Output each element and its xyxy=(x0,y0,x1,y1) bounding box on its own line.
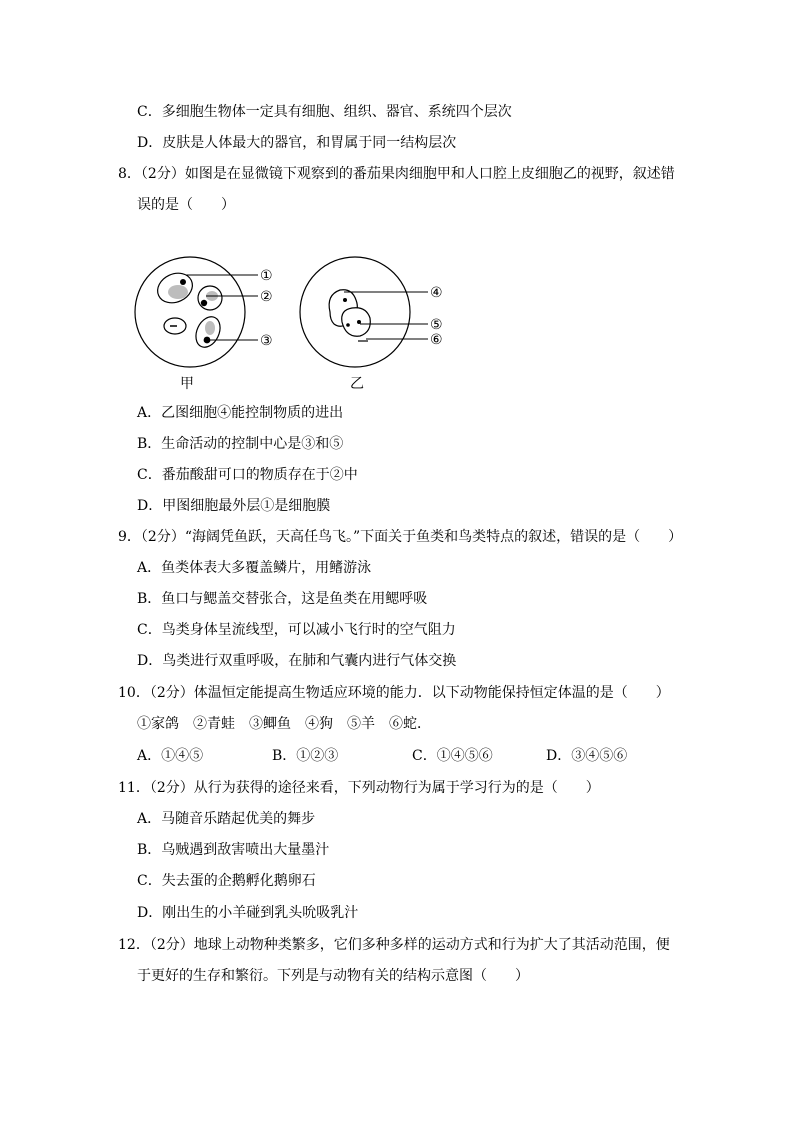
q12-stem-line2: 于更好的生存和繁衍。下列是与动物有关的结构示意图（ ） xyxy=(137,968,529,984)
q10-stem: 10．（2分）体温恒定能提高生物适应环境的能力．以下动物能保持恒定体温的是（ ） xyxy=(118,685,670,701)
label-1: ① xyxy=(260,268,273,284)
q10-option-a: A．①④⑤ xyxy=(137,748,204,764)
microscope-views-diagram xyxy=(130,240,460,400)
q7-option-d: D．皮肤是人体最大的器官，和胃属于同一结构层次 xyxy=(137,135,457,151)
tomato-cell-1-vacuole xyxy=(168,285,188,299)
q9-option-c: C．鸟类身体呈流线型，可以减小飞行时的空气阻力 xyxy=(137,622,456,638)
q8-stem-line1: 8．（2分）如图是在显微镜下观察到的番茄果肉细胞甲和人口腔上皮细胞乙的视野，叙述错 xyxy=(118,166,675,182)
q10-option-d: D．③④⑤⑥ xyxy=(546,748,628,764)
label-6: ⑥ xyxy=(430,332,443,348)
cell-figure xyxy=(130,240,460,400)
q9-option-a: A．鱼类体表大多覆盖鳞片，用鳍游泳 xyxy=(137,560,372,576)
q8-option-d: D．甲图细胞最外层①是细胞膜 xyxy=(137,498,331,514)
q9-option-b: B．鱼口与鳃盖交替张合，这是鱼类在用鳃呼吸 xyxy=(137,591,428,607)
tomato-cell-1-nucleus xyxy=(180,279,186,285)
q9-option-d: D．鸟类进行双重呼吸，在肺和气囊内进行气体交换 xyxy=(137,653,457,669)
q8-option-a: A．乙图细胞④能控制物质的进出 xyxy=(137,405,344,421)
label-3: ③ xyxy=(260,333,273,349)
q11-option-d: D．刚出生的小羊碰到乳头吮吸乳汁 xyxy=(137,905,359,921)
label-5: ⑤ xyxy=(430,317,443,333)
view-jia-circle xyxy=(135,257,245,367)
q11-option-a: A．马随音乐踏起优美的舞步 xyxy=(137,811,316,827)
q12-stem-line1: 12．（2分）地球上动物种类繁多，它们多种多样的运动方式和行为扩大了其活动范围，便 xyxy=(118,937,670,953)
label-4: ④ xyxy=(430,285,443,301)
label-yi: 乙 xyxy=(350,376,364,392)
q11-option-b: B．乌贼遇到敌害喷出大量墨汁 xyxy=(137,842,330,858)
q10-option-c: C．①④⑤⑥ xyxy=(412,748,493,764)
tomato-cell-2-nucleus xyxy=(201,300,207,306)
q9-stem: 9．（2分）“海阔凭鱼跃，天高任鸟飞。”下面关于鱼类和鸟类特点的叙述，错误的是（ ） xyxy=(118,529,683,545)
label-jia: 甲 xyxy=(180,376,194,392)
label-2: ② xyxy=(260,289,273,305)
q11-stem: 11．（2分）从行为获得的途径来看，下列动物行为属于学习行为的是（ ） xyxy=(118,780,600,796)
q11-option-c: C．失去蛋的企鹅孵化鹅卵石 xyxy=(137,873,316,889)
q7-option-c: C．多细胞生物体一定具有细胞、组织、器官、系统四个层次 xyxy=(137,104,512,120)
q8-option-c: C．番茄酸甜可口的物质存在于②中 xyxy=(137,467,358,483)
q10-animal-list: ①家鸽 ②青蛙 ③鲫鱼 ④狗 ⑤羊 ⑥蛇． xyxy=(137,716,431,732)
q10-option-b: B．①②③ xyxy=(272,748,339,764)
q8-option-b: B．生命活动的控制中心是③和⑤ xyxy=(137,436,344,452)
q8-stem-line2: 误的是（ ） xyxy=(137,197,235,213)
cheek-cell-2 xyxy=(342,308,371,337)
